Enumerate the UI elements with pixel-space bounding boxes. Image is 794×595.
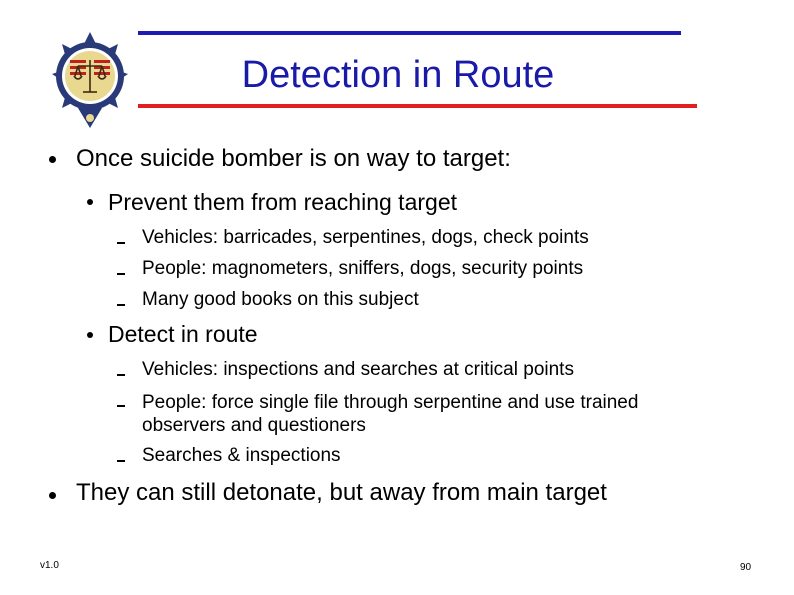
bullet-prevent-reaching-target: Prevent them from reaching target [108, 189, 457, 215]
page-number: 90 [740, 562, 752, 573]
header-rule-top [138, 31, 681, 35]
dash-icon [117, 242, 125, 244]
bullet-dot [49, 492, 56, 499]
dash-icon [117, 304, 125, 306]
slide-title: Detection in Route [241, 54, 555, 96]
bullet-once-suicide-bomber: Once suicide bomber is on way to target: [76, 145, 511, 172]
header-rule-bottom [138, 104, 697, 108]
sub-bullet-vehicles-barricades: Vehicles: barricades, serpentines, dogs, check points [142, 227, 589, 248]
bullet-dot [87, 332, 93, 338]
bullet-still-detonate: They can still detonate, but away from main target [76, 479, 607, 506]
police-seal-icon [48, 30, 132, 130]
sub-bullet-people-magnometers: People: magnometers, sniffers, dogs, security points [142, 258, 584, 279]
sub-bullet-searches-inspections: Searches & inspections [142, 445, 341, 466]
sub-bullet-vehicles-inspections: Vehicles: inspections and searches at critical points [142, 359, 574, 380]
dash-icon [117, 460, 125, 462]
bullet-dot [49, 156, 56, 163]
sub-bullet-people-single-file: People: force single file through serpentine and use trained observers and questioners [142, 392, 639, 436]
dash-icon [117, 405, 125, 407]
sub-bullet-many-good-books: Many good books on this subject [142, 289, 419, 310]
footer-version: v1.0 [40, 560, 59, 571]
dash-icon [117, 273, 125, 275]
bullet-dot [87, 199, 93, 205]
bullet-detect-in-route: Detect in route [108, 321, 258, 347]
dash-icon [117, 374, 125, 376]
